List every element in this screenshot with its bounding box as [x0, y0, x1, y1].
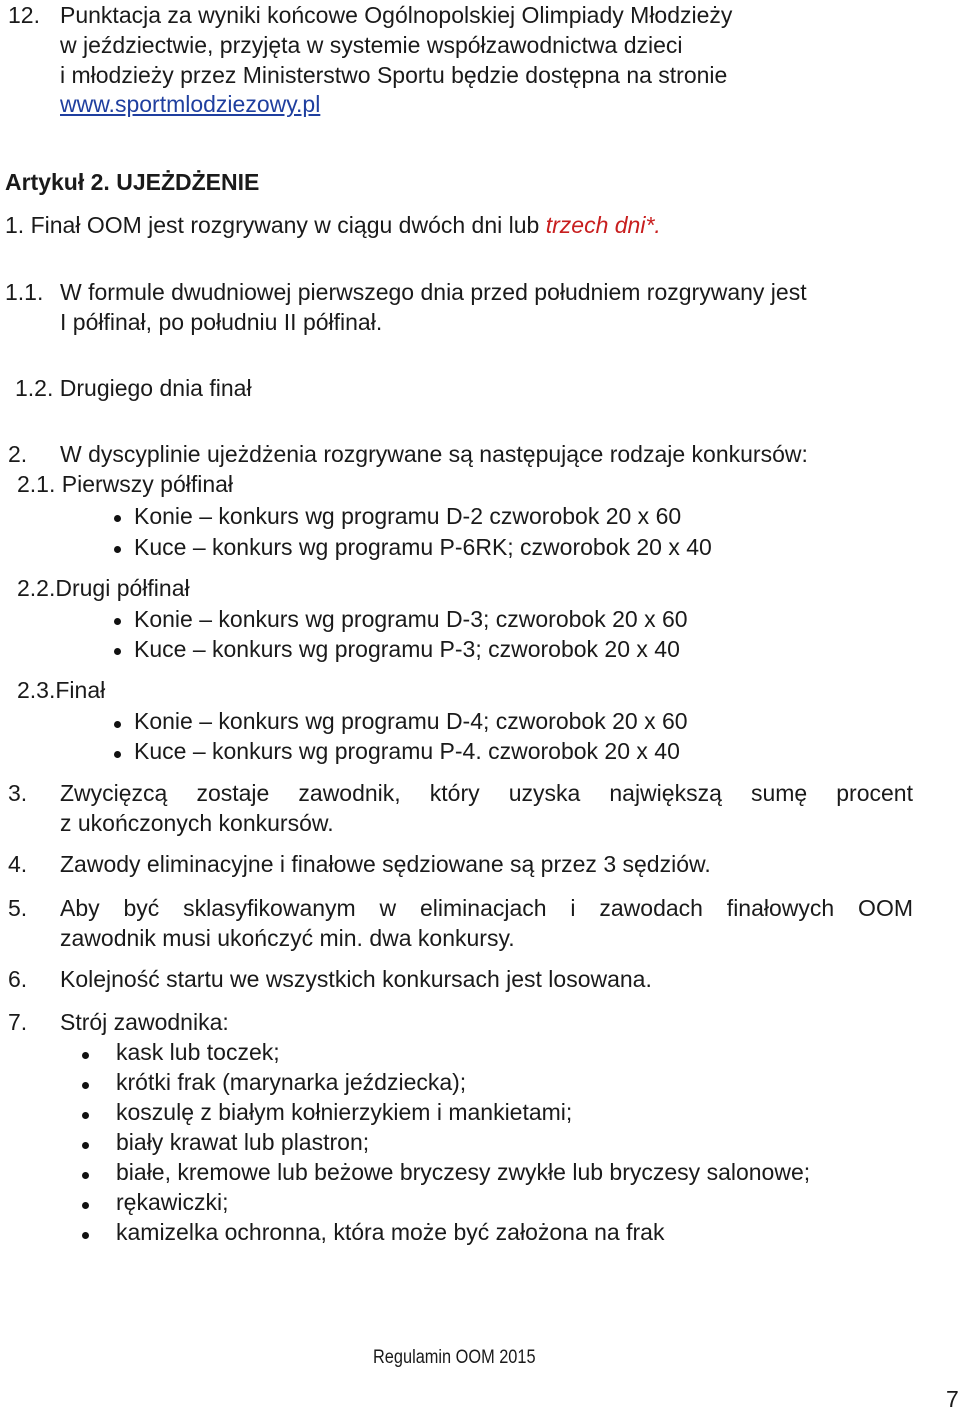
paragraph-line: i młodzieży przez Ministerstwo Sportu będzie dostępna na stronie: [60, 62, 728, 88]
list-item: krótki frak (marynarka jeździecka);: [116, 1069, 467, 1095]
paragraph-line: Zwycięzcą zostaje zawodnik, który uzyska największą sumę procent: [60, 780, 913, 806]
emphasis-text: trzech dni*.: [545, 212, 661, 238]
paragraph-number: 1.1.: [5, 279, 44, 305]
paragraph-number: 5.: [8, 895, 28, 921]
bullet-icon: [82, 1142, 89, 1149]
paragraph-line: I półfinał, po południu II półfinał.: [60, 309, 383, 335]
list-item: kamizelka ochronna, która może być założona na frak: [116, 1219, 665, 1245]
paragraph-line: W dyscyplinie ujeżdżenia rozgrywane są następujące rodzaje konkursów:: [60, 441, 808, 467]
list-item: kask lub toczek;: [116, 1039, 280, 1065]
paragraph-line: z ukończonych konkursów.: [60, 810, 334, 836]
bullet-icon: [82, 1202, 89, 1209]
paragraph-number: 4.: [8, 851, 28, 877]
paragraph-line: w jeździectwie, przyjęta w systemie współzawodnictwa dzieci: [60, 32, 683, 58]
paragraph-line: [5, 210, 661, 240]
paragraph-number: 2.: [8, 441, 28, 467]
list-item: Kuce – konkurs wg programu P-4. czworobok 20 x 40: [134, 738, 680, 764]
paragraph-number: 3.: [8, 780, 28, 806]
paragraph-line: Aby być sklasyfikowanym w eliminacjach i zawodach finałowych OOM: [60, 895, 913, 921]
bullet-icon: [114, 751, 121, 758]
page-number: 7: [946, 1386, 959, 1412]
bullet-icon: [114, 648, 121, 655]
paragraph-text: 1. Finał OOM jest rozgrywany w ciągu dwóch dni lub: [5, 212, 546, 238]
bullet-icon: [114, 618, 121, 625]
article-title: Artykuł 2. UJEŻDŻENIE: [5, 169, 260, 195]
paragraph-line: Punktacja za wyniki końcowe Ogólnopolskiej Olimpiady Młodzieży: [60, 2, 733, 28]
section-heading: 2.3.Finał: [17, 677, 106, 703]
paragraph-number: 6.: [8, 966, 28, 992]
section-heading: 2.2.Drugi półfinał: [17, 575, 190, 601]
list-item: białe, kremowe lub beżowe bryczesy zwykłe lub bryczesy salonowe;: [116, 1159, 811, 1185]
bullet-icon: [82, 1232, 89, 1239]
list-item: Konie – konkurs wg programu D-4; czworobok 20 x 60: [134, 708, 688, 734]
paragraph-line: 1.2. Drugiego dnia finał: [15, 375, 252, 401]
paragraph-line: zawodnik musi ukończyć min. dwa konkursy.: [60, 925, 515, 951]
bullet-icon: [82, 1112, 89, 1119]
list-item: Konie – konkurs wg programu D-2 czworobok 20 x 60: [134, 503, 682, 529]
website-link[interactable]: www.sportmlodziezowy.pl: [60, 91, 321, 117]
section-heading: 2.1. Pierwszy półfinał: [17, 471, 234, 497]
list-item: biały krawat lub plastron;: [116, 1129, 370, 1155]
bullet-icon: [114, 515, 121, 522]
bullet-icon: [114, 546, 121, 553]
list-item: Kuce – konkurs wg programu P-6RK; czworobok 20 x 40: [134, 534, 712, 560]
paragraph-line: Zawody eliminacyjne i finałowe sędziowane są przez 3 sędziów.: [60, 851, 711, 877]
bullet-icon: [82, 1082, 89, 1089]
bullet-icon: [82, 1052, 89, 1059]
paragraph-number: 12.: [8, 2, 40, 28]
list-item: Kuce – konkurs wg programu P-3; czworobok 20 x 40: [134, 636, 680, 662]
bullet-icon: [82, 1172, 89, 1179]
paragraph-number: 7.: [8, 1009, 28, 1035]
paragraph-line: Kolejność startu we wszystkich konkursach jest losowana.: [60, 966, 652, 992]
list-item: rękawiczki;: [116, 1189, 229, 1215]
bullet-icon: [114, 721, 121, 728]
list-item: Konie – konkurs wg programu D-3; czworobok 20 x 60: [134, 606, 688, 632]
paragraph-line: Strój zawodnika:: [60, 1009, 229, 1035]
paragraph-line: W formule dwudniowej pierwszego dnia przed południem rozgrywany jest: [60, 279, 807, 305]
list-item: koszulę z białym kołnierzykiem i mankietami;: [116, 1099, 573, 1125]
page-footer: Regulamin OOM 2015: [373, 1347, 536, 1368]
